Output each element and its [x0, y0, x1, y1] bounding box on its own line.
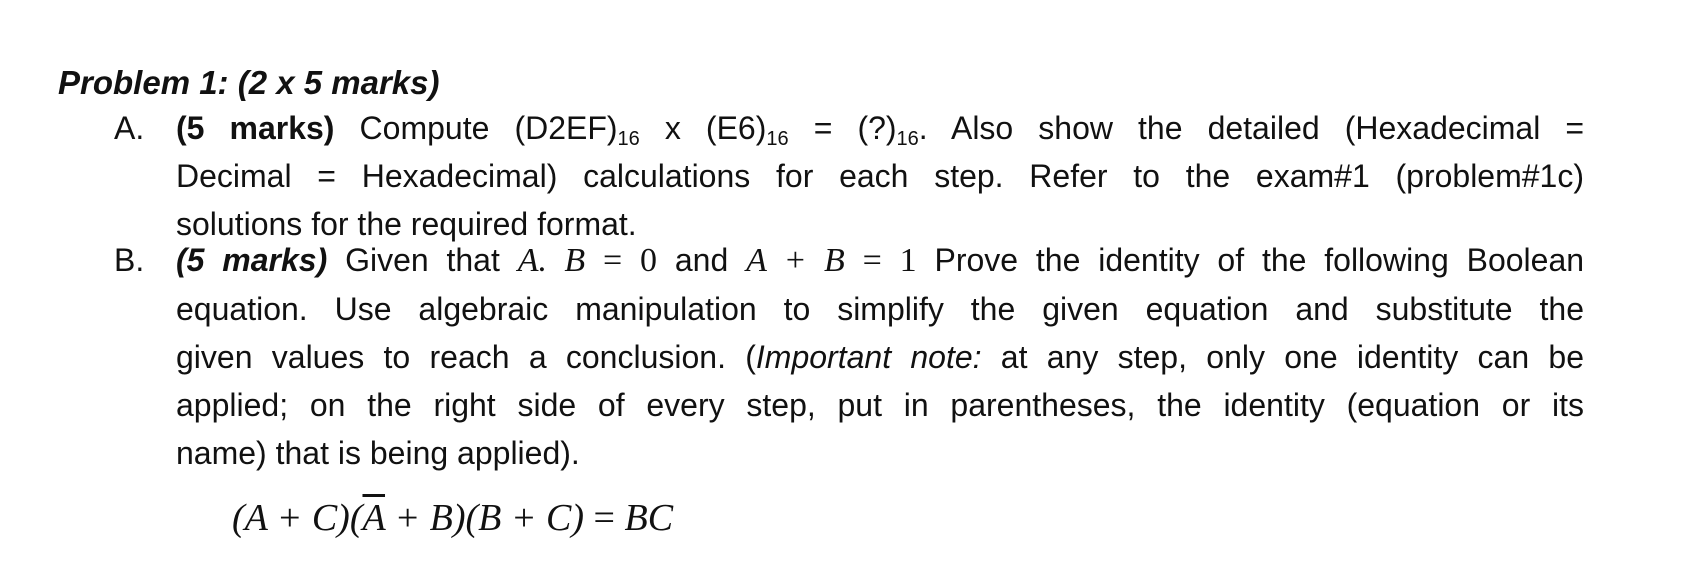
part-b-line-4: applied; on the right side of every step, put in parentheses, the identity (equation or its: [176, 387, 1584, 423]
part-b-line-5: name) that is being applied).: [176, 435, 580, 471]
condition-1-eq: =: [603, 242, 623, 279]
condition-1-rhs: 0: [640, 242, 658, 279]
part-b: [114, 236, 1584, 477]
part-b-line-1-rest: Prove the identity of the following Boolean: [934, 242, 1585, 278]
problem-title: Problem 1: (2 x 5 marks): [58, 64, 440, 101]
part-b-marker: B.: [114, 242, 145, 278]
equation-part-2: + B)(B + C): [385, 497, 585, 539]
part-a-line-2: Decimal = Hexadecimal) calculations for each step. Refer to the exam#1 (problem#1c): [176, 158, 1584, 194]
condition-2-eq: =: [862, 242, 882, 279]
and-word: and: [674, 242, 729, 278]
part-b-line-1: [176, 236, 1584, 285]
base-2: 16: [766, 128, 789, 150]
part-b-line-2: equation. Use algebraic manipulation to simplify the given equation and substitute the: [176, 291, 1584, 327]
compute-word: Compute: [359, 110, 490, 146]
given-that: Given that: [345, 242, 500, 278]
line-3-post: at any step, only one identity can be: [981, 339, 1585, 375]
part-a-marker: A.: [114, 110, 145, 146]
boolean-equation: [232, 496, 673, 540]
times-sign: x: [664, 110, 681, 146]
operand-2: (E6): [705, 110, 767, 146]
equals-sign: =: [813, 110, 833, 146]
important-note: Important note:: [755, 339, 982, 375]
base-1: 16: [617, 128, 640, 150]
equation-part-1: (A + C)(: [232, 497, 363, 539]
part-a-marks: (5 marks): [176, 110, 335, 146]
part-a-line-1: [176, 104, 1584, 152]
base-3: 16: [896, 128, 919, 150]
condition-1-lhs: A. B: [517, 242, 586, 279]
result: (?): [857, 110, 897, 146]
part-a-line-1-rest: . Also show the detailed (Hexadecimal =: [918, 110, 1585, 146]
equation-rhs: BC: [624, 497, 674, 539]
part-b-marks: (5 marks): [176, 242, 328, 278]
equation-equals: =: [584, 497, 625, 539]
line-3-pre: given values to reach a conclusion. (: [176, 339, 756, 375]
operand-1: (D2EF): [514, 110, 618, 146]
part-a: [114, 104, 1584, 248]
a-bar: $\overline{A}$: [362, 497, 386, 539]
condition-2-rhs: 1: [899, 242, 917, 279]
part-b-line-3: [176, 333, 1584, 381]
part-a-line-3: solutions for the required format.: [176, 206, 637, 242]
condition-2-lhs: A + B: [746, 242, 845, 279]
